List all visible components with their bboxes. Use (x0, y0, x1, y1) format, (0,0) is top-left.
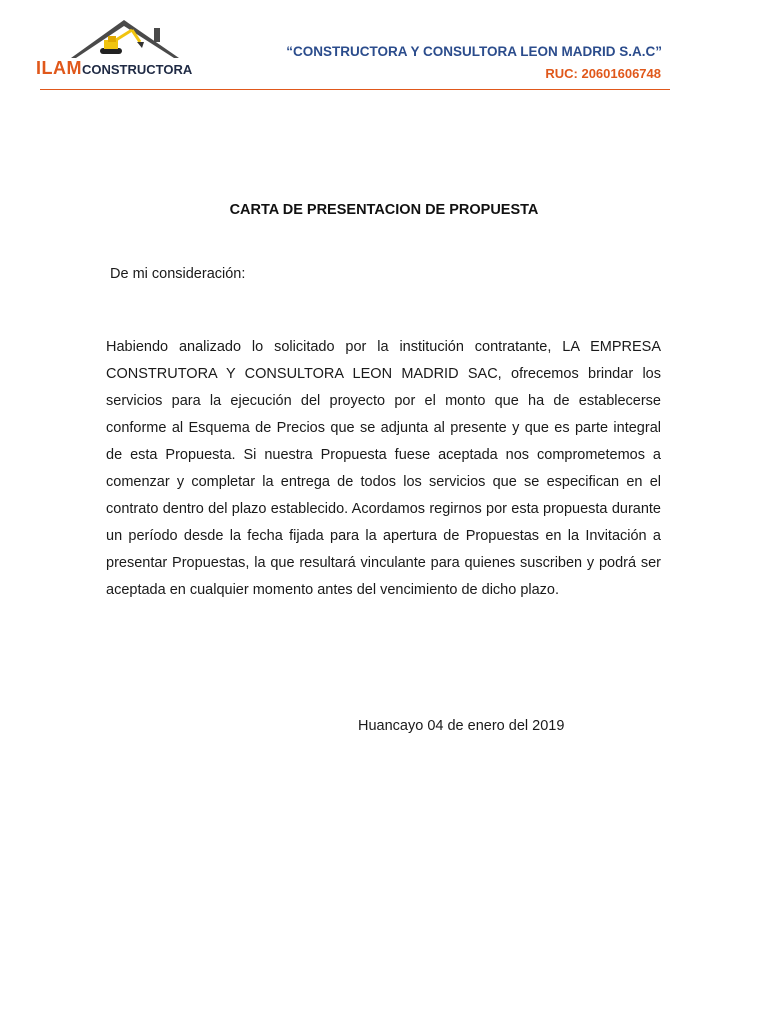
ruc-number: RUC: 20601606748 (545, 66, 661, 81)
logo-wordmark (36, 58, 192, 79)
salutation: De mi consideración: (110, 266, 246, 282)
logo-brand-left: ILAM (36, 58, 82, 78)
header-divider (40, 89, 670, 90)
company-logo (36, 14, 193, 80)
document-title: CARTA DE PRESENTACION DE PROPUESTA (229, 202, 539, 218)
body-paragraph: Habiendo analizado lo solicitado por la institución contratante, LA EMPRESA CONSTRUTORA Y CONSULTORA LEON MADRID SAC, ofrecemos brindar los servicios para la ejecución del proyecto por el monto que ha de establecerse conforme al Esquema de Precios que se adjunta al presente y que es parte integral de esta Propuesta. Si nuestra Propuesta fuese aceptada nos comprometemos a comenzar y completar la entrega de todos los servicios que se especifican en el contrato dentro del plazo establecido. Acordamos regirnos por esta propuesta durante un período desde la fecha fijada para la apertura de Propuestas en la Invitación a presentar Propuestas, la que resultará vinculante para quienes suscriben y podrá ser aceptada en cualquier momento antes del vencimiento de dicho plazo. (106, 339, 661, 598)
place-date: Huancayo 04 de enero del 2019 (358, 718, 565, 734)
logo-brand-right: CONSTRUCTORA (82, 62, 193, 77)
company-name: “CONSTRUCTORA Y CONSULTORA LEON MADRID S.A.C” (286, 44, 662, 59)
excavator-roof-icon (36, 14, 186, 60)
